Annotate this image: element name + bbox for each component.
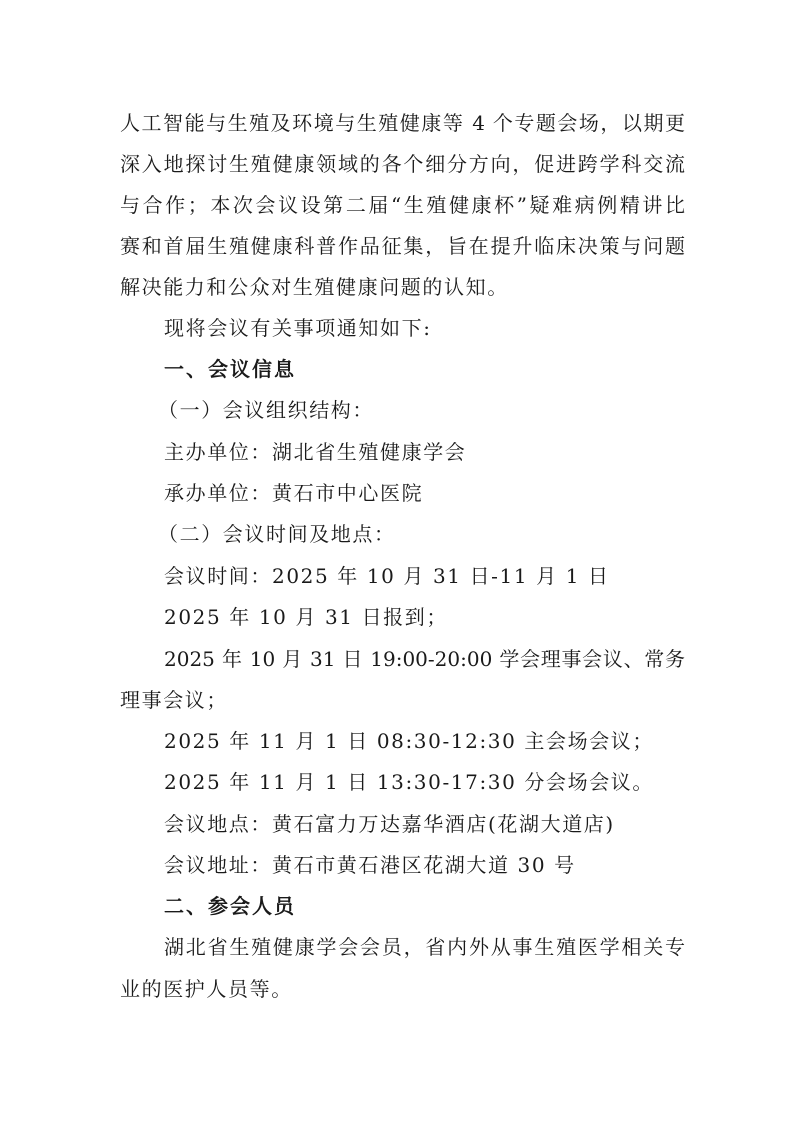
schedule-item-breakout-session: 2025 年 11 月 1 日 13:30-17:30 分会场会议。 [164, 770, 655, 794]
subsection-1-heading: （一）会议组织结构： [158, 398, 374, 422]
meeting-venue: 会议地点：黄石富力万达嘉华酒店(花湖大道店) [164, 812, 615, 836]
schedule-item-registration: 2025 年 10 月 31 日报到； [164, 605, 448, 629]
notice-line: 现将会议有关事项通知如下: [164, 316, 432, 340]
meeting-time: 会议时间：2025 年 10 月 31 日-11 月 1 日 [164, 564, 610, 588]
schedule-item-council-cont: 理事会议； [120, 688, 228, 712]
organizer-unit: 承办单位：黄石市中心医院 [164, 481, 424, 505]
subsection-2-heading: （二）会议时间及地点： [158, 522, 396, 546]
schedule-item-council: 2025 年 10 月 31 日 19:00-20:00 学会理事会议、常务 [164, 647, 685, 671]
schedule-item-main-session: 2025 年 11 月 1 日 08:30-12:30 主会场会议； [164, 729, 655, 753]
meeting-address: 会议地址：黄石市黄石港区花湖大道 30 号 [164, 853, 576, 877]
intro-line-4: 赛和首届生殖健康科普作品征集，旨在提升临床决策与问题 [120, 234, 685, 258]
participants-line-2: 业的医护人员等。 [120, 977, 293, 1001]
section-1-heading: 一、会议信息 [164, 357, 296, 381]
intro-line-5: 解决能力和公众对生殖健康问题的认知。 [120, 275, 509, 299]
host-unit: 主办单位：湖北省生殖健康学会 [164, 440, 467, 464]
intro-line-3: 与合作；本次会议设第二届“生殖健康杯”疑难病例精讲比 [120, 193, 685, 217]
section-2-heading: 二、参会人员 [164, 894, 296, 918]
participants-line-1: 湖北省生殖健康学会会员，省内外从事生殖医学相关专 [164, 935, 685, 959]
intro-line-1: 人工智能与生殖及环境与生殖健康等 4 个专题会场，以期更 [120, 111, 685, 135]
intro-line-2: 深入地探讨生殖健康领域的各个细分方向，促进跨学科交流 [120, 152, 685, 176]
